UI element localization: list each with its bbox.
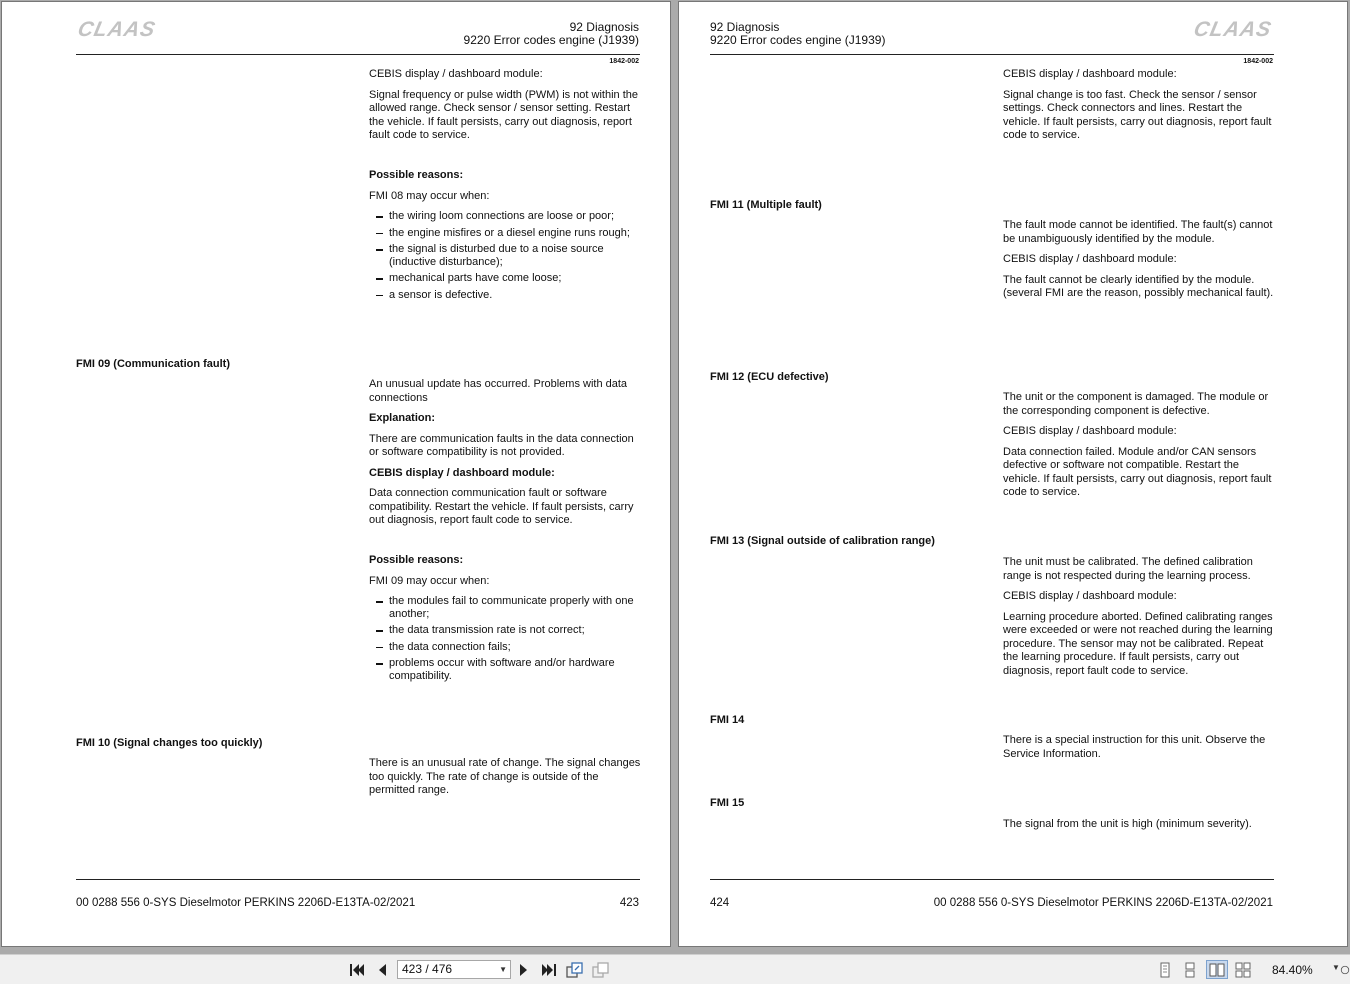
zoom-in-button[interactable] [1340, 961, 1350, 979]
cebis-heading: CEBIS display / dashboard module: [369, 466, 555, 479]
fmi11-text: The fault mode cannot be identified. The fault(s) cannot be unambiguously identified by the module. [1003, 219, 1273, 245]
fmi09-title: FMI 09 (Communication fault) [76, 358, 230, 370]
previous-page-icon [376, 963, 388, 977]
page-dropdown-icon[interactable]: ▼ [499, 965, 507, 974]
fmi10-text: There is an unusual rate of change. The signal changes too quickly. The rate of change is outside of the permitted range. [369, 757, 641, 796]
page-number-value: 423 / 476 [402, 962, 453, 976]
fmi15-title: FMI 15 [710, 797, 745, 809]
page-number-input[interactable] [397, 960, 511, 979]
zoom-dropdown-icon[interactable]: ▼ [1332, 963, 1340, 972]
cebis-text: Data connection failed. Module and/or CAN sensors defective or software not compatible. Restart the vehicle. If fault persists, carry out diagnosis, report fault code to service. [1003, 445, 1272, 498]
list-item: the data connection fails; [369, 641, 641, 654]
next-page-button[interactable] [515, 961, 533, 979]
fmi15-text: The signal from the unit is high (minimum severity). [1003, 818, 1252, 830]
possible-reasons-section [369, 169, 641, 305]
header-section: 9220 Error codes engine (J1939) [463, 33, 639, 47]
header-chapter: 92 Diagnosis [569, 20, 639, 34]
footer-doc-title: 00 0288 556 0-SYS Dieselmotor PERKINS 2206D-E13TA-02/2021 [76, 897, 416, 909]
last-page-button[interactable] [540, 961, 558, 979]
cebis-heading: CEBIS display / dashboard module: [1003, 253, 1177, 265]
fmi11-title: FMI 11 (Multiple fault) [710, 199, 822, 211]
first-page-icon [349, 963, 365, 977]
list-item: mechanical parts have come loose; [369, 272, 641, 285]
fmi09-text: An unusual update has occurred. Problems with data connections [369, 378, 628, 404]
claas-logo: CLAAS [1191, 18, 1274, 41]
header-chapter: 92 Diagnosis [710, 20, 780, 34]
fmi13-text: The unit must be calibrated. The defined calibration range is not respected during the learning process. [1003, 556, 1253, 582]
doc-id: 1842-002 [1243, 58, 1273, 65]
header-rule [76, 54, 640, 55]
fmi10-title: FMI 10 (Signal changes too quickly) [76, 737, 263, 749]
reasons-intro: FMI 09 may occur when: [369, 574, 490, 587]
list-item: the modules fail to communicate properly with one another; [369, 595, 641, 620]
reasons-list [369, 595, 641, 682]
list-item: the wiring loom connections are loose or poor; [369, 210, 641, 223]
single-page-icon [1158, 962, 1172, 978]
last-page-icon [541, 963, 557, 977]
cebis-text: Learning procedure aborted. Defined calibrating ranges were exceeded or were not reached during the learning procedure. The sensor may not be calibrated. Repeat the learning procedure. If fault persists, carry out diagnosis, report fault code to service. [1003, 610, 1273, 677]
zoom-level[interactable]: 84.40% [1272, 963, 1313, 977]
page-header [464, 21, 639, 47]
fmi12-section [1003, 391, 1275, 500]
copy-icon [592, 962, 610, 978]
page-424 [678, 1, 1348, 947]
viewer-toolbar [0, 954, 1350, 984]
fmi09-section [369, 378, 641, 528]
first-page-button[interactable] [348, 961, 366, 979]
cebis-text: Signal change is too fast. Check the sensor / sensor settings. Check connectors and lines. Restart the vehicle. If fault persists, carry out diagnosis, report fault code to service. [1003, 88, 1272, 141]
footer-page-number: 423 [619, 897, 639, 909]
list-item: the data transmission rate is not correct; [369, 624, 641, 637]
page-423 [1, 1, 671, 947]
list-item: the signal is disturbed due to a noise source (inductive disturbance); [369, 243, 641, 268]
single-page-view-button[interactable] [1156, 961, 1174, 979]
page-header [710, 21, 885, 47]
possible-reasons-heading: Possible reasons: [369, 554, 464, 566]
footer-rule [710, 879, 1274, 880]
explanation-heading: Explanation: [369, 412, 436, 424]
fmi14-title: FMI 14 [710, 714, 745, 726]
two-page-continuous-button[interactable] [1234, 961, 1252, 979]
footer-doc-title: 00 0288 556 0-SYS Dieselmotor PERKINS 2206D-E13TA-02/2021 [933, 897, 1273, 909]
fmi14-text: There is a special instruction for this unit. Observe the Service Information. [1003, 734, 1266, 760]
cebis-text: Data connection communication fault or software compatibility. Restart the vehicle. If fault persists, carry out diagnosis, report fault code to service. [369, 487, 634, 526]
footer-page-number: 424 [710, 897, 730, 909]
copy-page-button[interactable] [592, 961, 610, 979]
two-page-view-button[interactable] [1206, 960, 1228, 979]
cebis-heading: CEBIS display / dashboard module: [1003, 68, 1177, 80]
rotate-page-button[interactable] [566, 961, 584, 979]
footer-rule [76, 879, 640, 880]
content-column [1003, 68, 1275, 143]
list-item: a sensor is defective. [369, 289, 641, 302]
cebis-text: Signal frequency or pulse width (PWM) is not within the allowed range. Check sensor / sensor setting. Restart the vehicle. If fault persists, carry out diagnosis, report fault code to service. [369, 88, 639, 141]
reasons-intro: FMI 08 may occur when: [369, 189, 490, 202]
fmi12-title: FMI 12 (ECU defective) [710, 371, 829, 383]
previous-page-button[interactable] [373, 961, 391, 979]
zoom-icon [1340, 962, 1350, 978]
cebis-heading: CEBIS display / dashboard module: [1003, 425, 1177, 437]
fmi12-text: The unit or the component is damaged. The module or the corresponding component is defective. [1003, 391, 1269, 417]
cebis-heading: CEBIS display / dashboard module: [369, 68, 543, 80]
list-item: problems occur with software and/or hardware compatibility. [369, 657, 641, 682]
reasons-list [369, 210, 641, 301]
continuous-view-button[interactable] [1181, 961, 1199, 979]
next-page-icon [518, 963, 530, 977]
content-column [369, 68, 641, 143]
facing-continuous-icon [1235, 962, 1251, 978]
continuous-page-icon [1183, 962, 1197, 978]
fmi13-section [1003, 556, 1275, 678]
possible-reasons-section [369, 554, 641, 686]
fmi13-title: FMI 13 (Signal outside of calibration range) [710, 535, 935, 547]
list-item: the engine misfires or a diesel engine runs rough; [369, 227, 641, 240]
facing-pages-icon [1209, 963, 1225, 977]
cebis-text: The fault cannot be clearly identified by the module. (several FMI are the reason, possibly mechanical fault). [1003, 273, 1274, 299]
fmi11-section [1003, 219, 1275, 301]
header-section: 9220 Error codes engine (J1939) [710, 33, 886, 47]
doc-id: 1842-002 [609, 58, 639, 65]
possible-reasons-heading: Possible reasons: [369, 169, 464, 181]
cebis-heading: CEBIS display / dashboard module: [1003, 590, 1177, 602]
header-rule [710, 54, 1274, 55]
export-page-icon [566, 962, 584, 978]
claas-logo: CLAAS [75, 18, 158, 41]
explanation-text: There are communication faults in the data connection or software compatibility is not provided. [369, 432, 634, 458]
